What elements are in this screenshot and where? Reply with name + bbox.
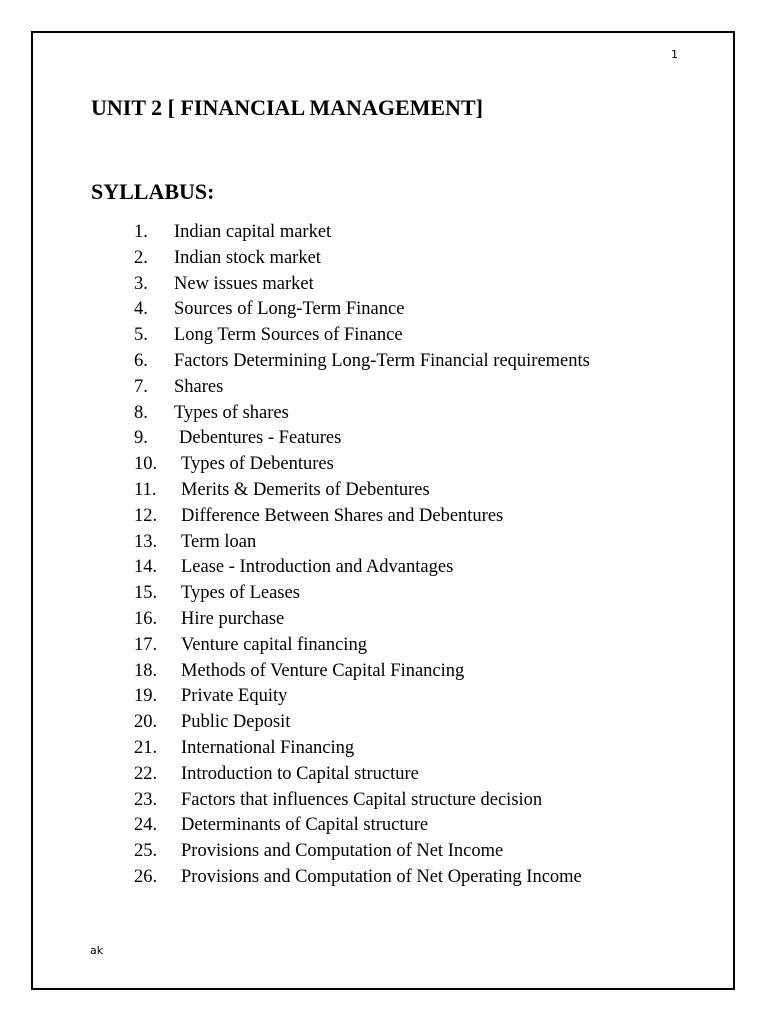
list-item-number: 13.: [134, 531, 158, 552]
syllabus-heading: SYLLABUS:: [91, 179, 215, 204]
list-item-text: Debentures - Features: [179, 428, 342, 449]
list-item-number: 4.: [134, 299, 148, 320]
list-item-text: Provisions and Computation of Net Income: [181, 841, 504, 862]
list-item-text: Introduction to Capital structure: [181, 763, 419, 784]
list-item-number: 2.: [134, 247, 148, 268]
list-item-text: Indian capital market: [174, 222, 332, 242]
list-item-number: 3.: [134, 273, 148, 294]
list-item-number: 19.: [134, 686, 158, 707]
list-item-number: 14.: [134, 557, 158, 578]
list-item-number: 6.: [134, 350, 148, 371]
list-item-number: 8.: [134, 402, 148, 423]
list-item-text: Difference Between Shares and Debentures: [181, 505, 504, 526]
list-item-text: Types of Debentures: [181, 454, 334, 475]
list-item-number: 16.: [134, 608, 158, 629]
list-item-number: 21.: [134, 737, 158, 758]
list-item-text: Term loan: [181, 531, 257, 552]
list-item-number: 23.: [134, 789, 158, 810]
list-item-text: Lease - Introduction and Advantages: [181, 557, 454, 578]
list-item-text: Shares: [174, 376, 224, 397]
list-item-text: Methods of Venture Capital Financing: [181, 660, 465, 681]
list-item-text: Provisions and Computation of Net Operating Income: [181, 866, 582, 887]
list-item-number: 11.: [134, 479, 157, 500]
list-item-number: 5.: [134, 325, 148, 346]
list-item-text: Private Equity: [181, 686, 288, 707]
list-item-number: 7.: [134, 376, 148, 397]
list-item-text: Factors that influences Capital structure decision: [181, 789, 543, 810]
footer-text: ak: [90, 944, 104, 957]
list-item-number: 25.: [134, 841, 158, 862]
list-item-text: Types of Leases: [181, 583, 300, 604]
list-item-text: Venture capital financing: [181, 634, 367, 655]
page-number: 1: [671, 48, 678, 61]
list-item-number: 17.: [134, 634, 158, 655]
list-item-text: New issues market: [174, 273, 314, 294]
list-item-text: Indian stock market: [174, 247, 321, 268]
list-item-number: 9.: [134, 428, 148, 449]
list-item-number: 22.: [134, 763, 158, 784]
list-item-number: 10.: [134, 454, 158, 475]
list-item-number: 24.: [134, 815, 158, 836]
list-item-text: Types of shares: [174, 402, 289, 423]
list-item-text: Determinants of Capital structure: [181, 815, 429, 836]
list-item-text: Hire purchase: [181, 608, 285, 629]
list-item-number: 18.: [134, 660, 158, 681]
list-item-text: International Financing: [181, 737, 355, 758]
list-item-text: Merits & Demerits of Debentures: [181, 479, 430, 500]
list-item-number: 20.: [134, 712, 158, 733]
list-item-text: Factors Determining Long-Term Financial requirements: [174, 350, 590, 371]
list-item-number: 1.: [134, 222, 148, 242]
list-item-text: Public Deposit: [181, 712, 291, 733]
list-item-number: 15.: [134, 583, 158, 604]
list-item-text: Long Term Sources of Finance: [174, 325, 403, 346]
list-item-number: 12.: [134, 505, 158, 526]
list-item-number: 26.: [134, 866, 158, 887]
list-item-text: Sources of Long-Term Finance: [174, 299, 405, 320]
unit-title: UNIT 2 [ FINANCIAL MANAGEMENT]: [91, 95, 483, 120]
